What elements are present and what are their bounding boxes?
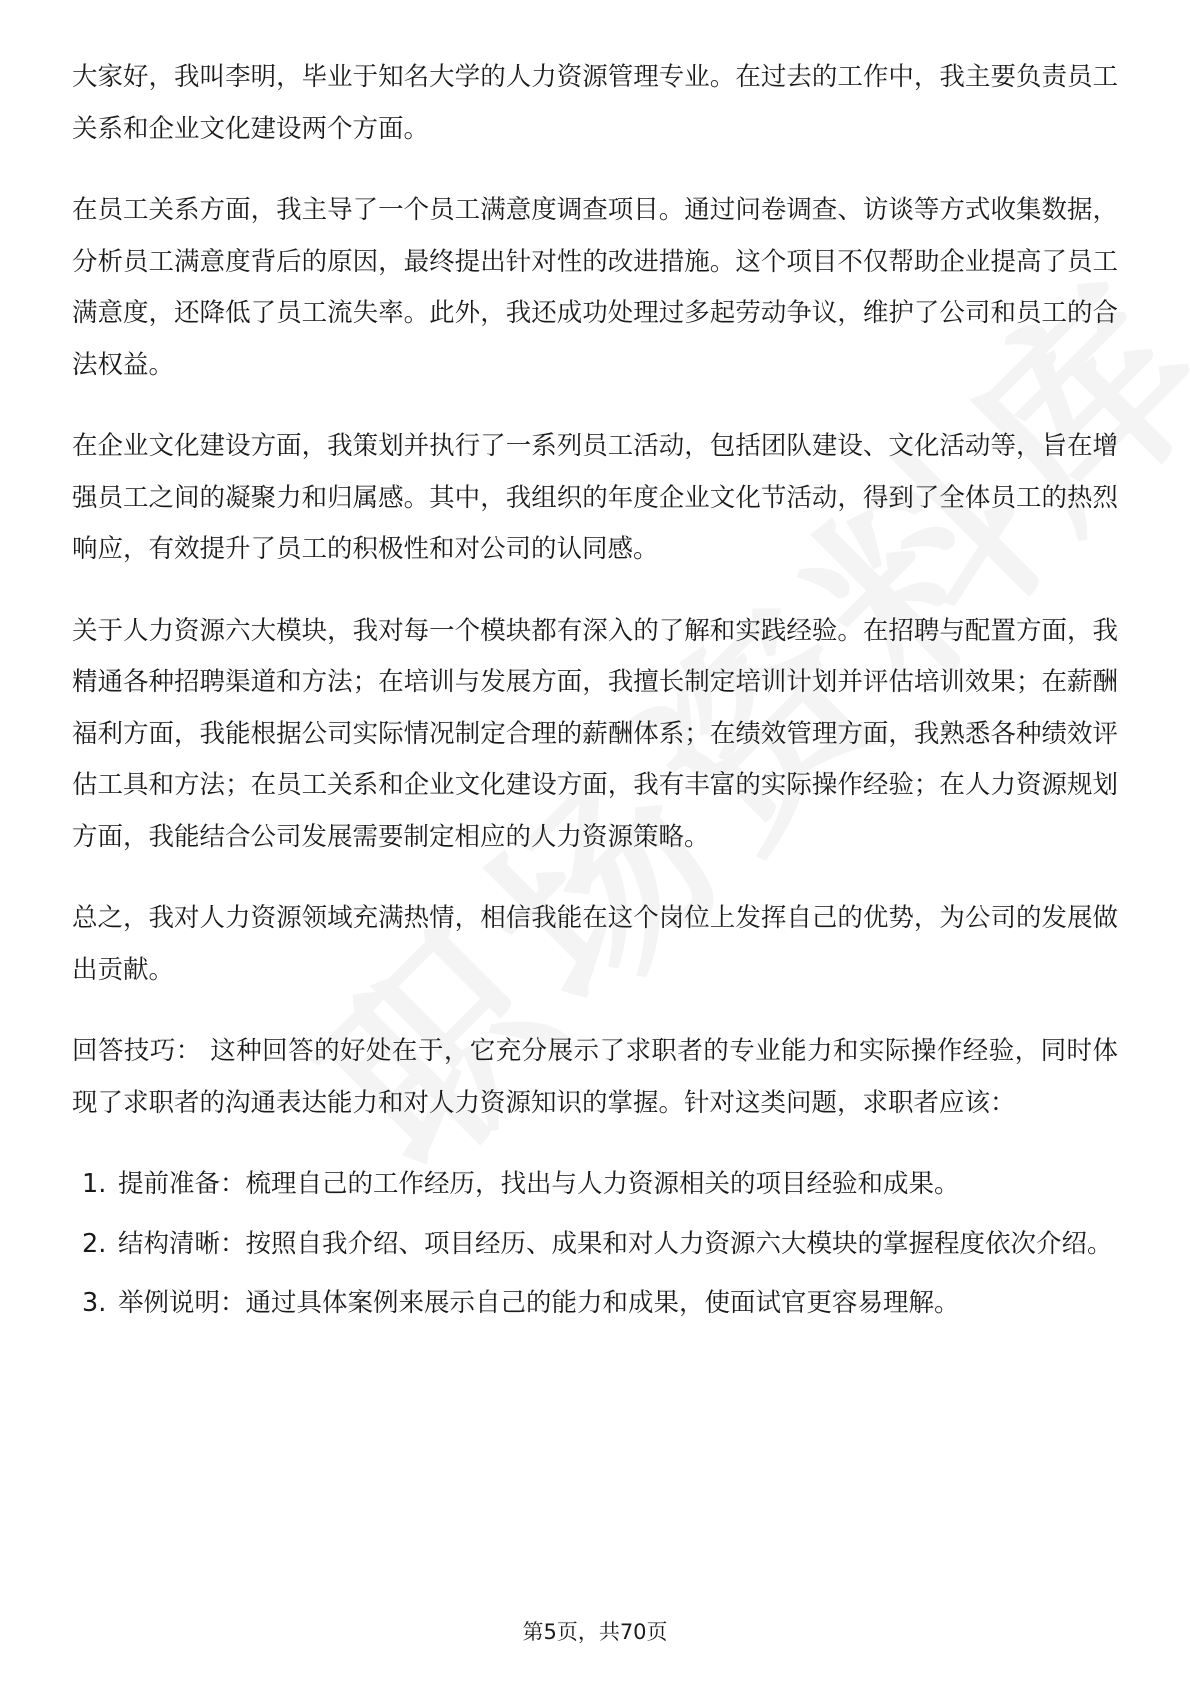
list-item-text: 结构清晰：按照自我介绍、项目经历、成果和对人力资源六大模块的掌握程度依次介绍。 bbox=[118, 1228, 1113, 1259]
paragraph-employee-relations: 在员工关系方面，我主导了一个员工满意度调查项目。通过问卷调查、访谈等方式收集数据，分析员工满意度背后的原因，最终提出针对性的改进措施。这个项目不仅帮助企业提高了员工满意度，还降低了员工流失率。此外，我还成功处理过多起劳动争议，维护了公司和员工的合法权益。 bbox=[72, 195, 1118, 380]
list-item-text: 举例说明：通过具体案例来展示自己的能力和成果，使面试官更容易理解。 bbox=[118, 1288, 960, 1318]
page-footer: 第5页，共70页 bbox=[522, 1620, 668, 1644]
paragraph-corporate-culture: 在企业文化建设方面，我策划并执行了一系列员工活动，包括团队建设、文化活动等，旨在增强员工之间的凝聚力和归属感。其中，我组织的年度企业文化节活动，得到了全体员工的热烈响应，有效提升了员工的积极性和对公司的认同感。 bbox=[72, 431, 1118, 564]
list-item bbox=[72, 1219, 1118, 1271]
paragraph-hr-modules: 关于人力资源六大模块，我对每一个模块都有深入的了解和实践经验。在招聘与配置方面，我精通各种招聘渠道和方法；在培训与发展方面，我擅长制定培训计划并评估培训效果；在薪酬福利方面，我能根据公司实际情况制定合理的薪酬体系；在绩效管理方面，我熟悉各种绩效评估工具和方法；在员工关系和企业文化建设方面，我有丰富的实际操作经验；在人力资源规划方面，我能结合公司发展需要制定相应的人力资源策略。 bbox=[72, 615, 1118, 852]
list-item-text: 提前准备：梳理自己的工作经历，找出与人力资源相关的项目经验和成果。 bbox=[118, 1169, 960, 1199]
list-item-number: 3. bbox=[82, 1288, 107, 1318]
paragraph-summary: 总之，我对人力资源领域充满热情，相信我能在这个岗位上发挥自己的优势，为公司的发展做出贡献。 bbox=[72, 903, 1118, 985]
list-item-number: 1. bbox=[82, 1169, 107, 1199]
list-item-number: 2. bbox=[82, 1228, 107, 1259]
list-item bbox=[72, 1278, 1118, 1330]
paragraph-intro: 大家好，我叫李明，毕业于知名大学的人力资源管理专业。在过去的工作中，我主要负责员工关系和企业文化建设两个方面。 bbox=[72, 62, 1118, 144]
tips-list bbox=[72, 1159, 1118, 1330]
document-body bbox=[72, 52, 1118, 1338]
paragraph-answer-tips: 回答技巧： 这种回答的好处在于，它充分展示了求职者的专业能力和实际操作经验，同时体现了求职者的沟通表达能力和对人力资源知识的掌握。针对这类问题，求职者应该： bbox=[72, 1036, 1118, 1118]
list-item bbox=[72, 1159, 1118, 1211]
